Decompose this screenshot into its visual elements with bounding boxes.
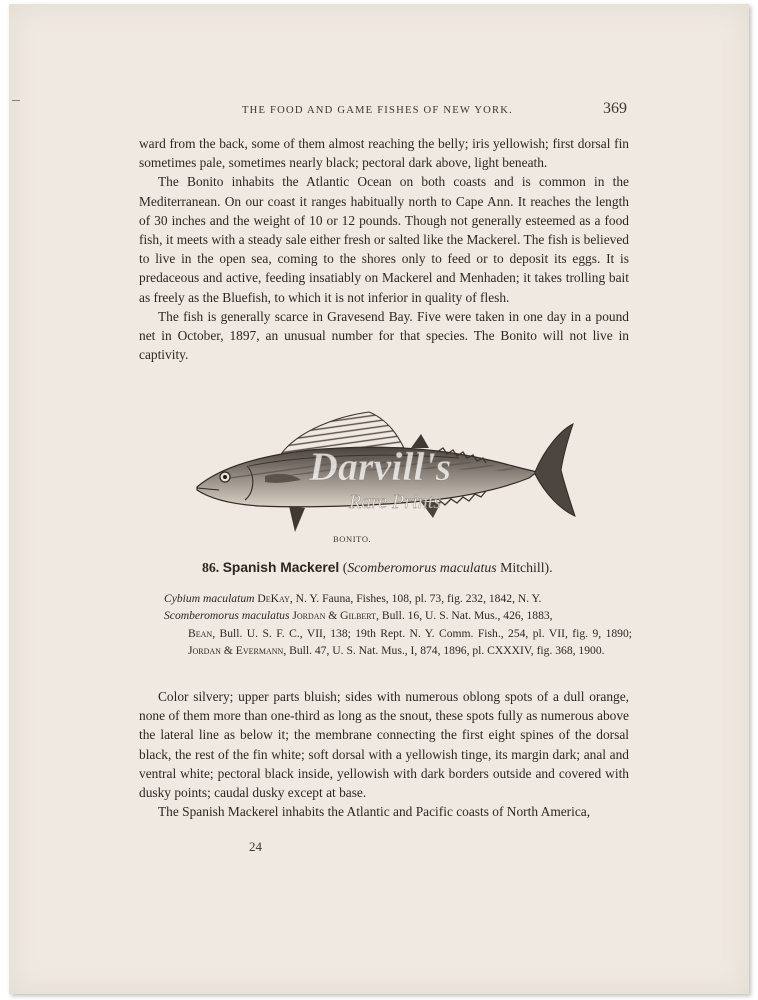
caudal-fin bbox=[535, 424, 575, 516]
signature-mark: 24 bbox=[249, 839, 262, 854]
paragraph-bonito-range: The Bonito inhabits the Atlantic Ocean on both coasts and is common in the Mediterranean. On our coast it ranges habitually north to Cape Ann. It reaches the length of 30 inches and the weight of 10 or 12 pounds. Though not generally esteemed as a food fish, it meets with a steady sale either fresh or salted like the Mackerel. The fish is believed to live in the open sea, coming to the shores only to feed or to deposit its eggs. It is predaceous and active, feeding insatiably on Mackerel and Menhaden; it takes trolling bait as freely as the Bluefish, to which it is not inferior in quality of flesh. bbox=[139, 174, 629, 305]
species-scientific-name: Scomberomorus maculatus bbox=[347, 560, 497, 575]
bonito-illustration bbox=[189, 408, 579, 533]
paragraph-coloration: Color silvery; upper parts bluish; sides with numerous oblong spots of a dull orange, none of them more than one-third as long as the snout, these spots fully as numerous above the lateral line as below it; the membrane connecting the first eight spines of the dorsal black, the rest of the fin white; soft dorsal with a yellowish tinge, its margin dark; anal and ventral white; pectoral black inside, yellowish with dark borders outside and covered with dusky points; caudal dusky except at base. bbox=[139, 689, 629, 801]
pelvic-fin bbox=[289, 506, 305, 532]
watermark-subtitle: Rare Prints bbox=[349, 491, 442, 513]
paren-open: ( bbox=[339, 560, 348, 575]
synonym-entry: Cybium maculatum DeKay, N. Y. Fauna, Fishes, 108, pl. 73, fig. 232, 1842, N. Y. bbox=[164, 592, 542, 605]
running-head: THE FOOD AND GAME FISHES OF NEW YORK. bbox=[242, 105, 514, 116]
intro-text bbox=[139, 134, 629, 364]
paragraph-distribution: The Spanish Mackerel inhabits the Atlantic and Pacific coasts of North America, bbox=[158, 804, 591, 820]
species-authority: Mitchill). bbox=[496, 560, 553, 575]
page-number: 369 bbox=[603, 100, 627, 117]
synonym-continuation: Bean, Bull. U. S. F. C., VII, 138; 19th Rept. N. Y. Comm. Fish., 254, pl. VII, fig. 9, 1890; Jordan & Evermann, Bull. 47, U. S. Nat. Mus., I, 874, 1896, pl. CXXXIV, fig. 368, 1900. bbox=[188, 626, 632, 658]
synonymy-block bbox=[164, 590, 632, 660]
watermark-title: Darvill's bbox=[309, 444, 452, 489]
paragraph-continued: ward from the back, some of them almost reaching the belly; iris yellowish; first dorsal fin sometimes pale, sometimes nearly black; pectoral dark above, light beneath. bbox=[139, 136, 629, 171]
species-common-name: Spanish Mackerel bbox=[222, 560, 340, 575]
paragraph-bonito-gravesend: The fish is generally scarce in Gravesend Bay. Five were taken in one day in a pound net in October, 1897, an unusual number for that species. The Bonito will not live in captivity. bbox=[139, 308, 629, 363]
synonym-entry: Scomberomorus maculatus Jordan & Gilbert, Bull. 16, U. S. Nat. Mus., 426, 1883, bbox=[164, 609, 553, 623]
figure-caption: BONITO. bbox=[333, 534, 372, 544]
description-text bbox=[139, 687, 629, 821]
margin-mark bbox=[12, 100, 20, 101]
section-heading bbox=[202, 560, 553, 576]
book-page bbox=[9, 4, 749, 994]
species-number: 86. bbox=[202, 560, 220, 575]
